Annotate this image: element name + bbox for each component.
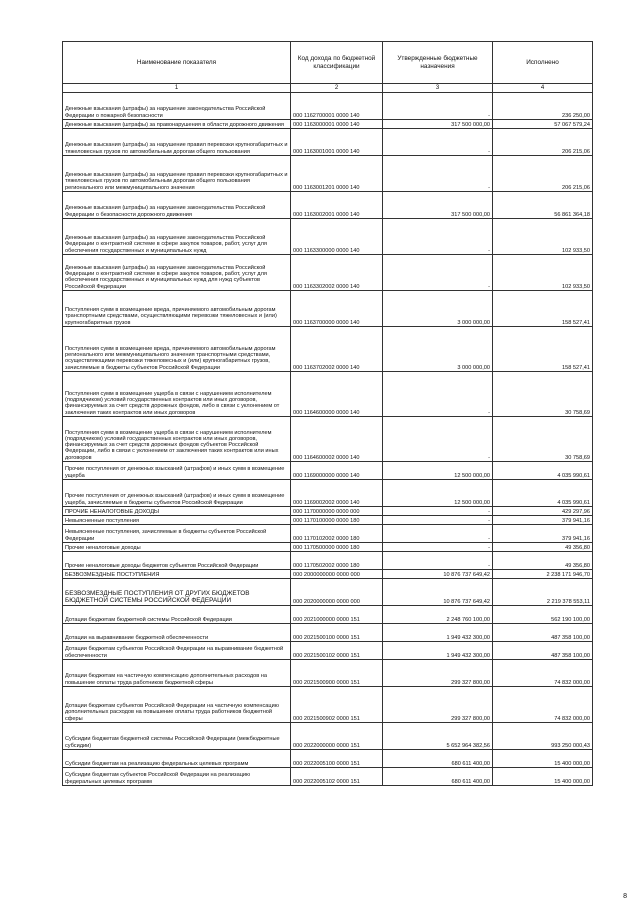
row-name: Субсидии бюджетам бюджетной системы Российской Федерации (межбюджетные субсидии) [63,723,291,750]
row-code: 000 1164600000 0000 140 [291,372,383,417]
row-name: Дотации бюджетам субъектов Российской Федерации на частичную компенсацию дополнительных расходов на повышение оплаты труда работников бюджетной сферы [63,687,291,723]
table-row [63,192,593,219]
row-code: 000 1163302002 0000 140 [291,255,383,291]
table-row [63,480,593,507]
row-approved: - [383,543,493,552]
row-approved: - [383,255,493,291]
table-row [63,417,593,462]
row-executed: 74 832 000,00 [493,687,593,723]
row-executed: 993 250 000,43 [493,723,593,750]
row-name: Поступления сумм в возмещение ущерба в связи с нарушением исполнителем (подрядчиком) условий государственных контрактов или иных договоров, финансируемых за счет средств дорожных фондов, либо в связи с уклонением от заключения таких контрактов или иных договоров [63,372,291,417]
row-code: 000 2021000000 0000 151 [291,606,383,624]
table-row [63,579,593,606]
row-approved: - [383,417,493,462]
row-approved: - [383,93,493,120]
budget-table [62,41,593,786]
table-row [63,372,593,417]
table-row [63,507,593,516]
row-executed: 487 358 100,00 [493,624,593,642]
col-number-4: 4 [493,84,593,93]
table-row [63,750,593,768]
table-row [63,552,593,570]
row-name: Невыясненные поступления, зачисляемые в бюджеты субъектов Российской Федерации [63,525,291,543]
row-code: 000 1164600002 0000 140 [291,417,383,462]
table-row [63,687,593,723]
row-name: Поступления сумм в возмещение вреда, причиняемого автомобильным дорогам транспортными средствами, осуществляющими перевозки тяжеловесных и (или) крупногабаритных грузов [63,291,291,327]
row-name: Дотации на выравнивание бюджетной обеспеченности [63,624,291,642]
table-row [63,93,593,120]
table-row [63,723,593,750]
row-approved: - [383,372,493,417]
row-executed: 379 941,16 [493,525,593,543]
row-approved: 2 248 760 100,00 [383,606,493,624]
row-approved: 12 500 000,00 [383,480,493,507]
row-name: Поступления сумм в возмещение ущерба в связи с нарушением исполнителем (подрядчиком) условий государственных контрактов или иных договоров, финансируемых за счет средств дорожных фондов субъектов Российской Федерации, либо в связи с уклонением от заключения таких контрактов или иных договоров [63,417,291,462]
row-approved: - [383,129,493,156]
row-approved: 299 327 800,00 [383,687,493,723]
row-approved: - [383,516,493,525]
row-code: 000 2020000000 0000 000 [291,579,383,606]
row-name: Денежные взыскания (штрафы) за нарушение правил перевозки крупногабаритных и тяжеловесных грузов по автомобильным дорогам общего пользования [63,129,291,156]
row-code: 000 1162700001 0000 140 [291,93,383,120]
row-executed: 49 356,80 [493,552,593,570]
row-code: 000 1169000000 0000 140 [291,462,383,480]
table-header-row [63,42,593,84]
row-name: Прочие поступления от денежных взысканий (штрафов) и иных сумм в возмещение ущерба, зачисляемые в бюджеты субъектов Российской Федерации [63,480,291,507]
row-executed: 206 215,06 [493,129,593,156]
row-executed: 562 190 100,00 [493,606,593,624]
row-approved: 3 000 000,00 [383,327,493,372]
row-code: 000 1170500000 0000 180 [291,543,383,552]
row-executed: 206 215,06 [493,156,593,192]
row-executed: 4 035 990,61 [493,480,593,507]
table-row [63,768,593,786]
table-row [63,129,593,156]
row-name: ПРОЧИЕ НЕНАЛОГОВЫЕ ДОХОДЫ [63,507,291,516]
row-name: Денежные взыскания (штрафы) за нарушение законодательства Российской Федерации о контрактной системе в сфере закупок товаров, работ, услуг для обеспечения государственных и муниципальных нужд [63,219,291,255]
row-name: БЕЗВОЗМЕЗДНЫЕ ПОСТУПЛЕНИЯ [63,570,291,579]
row-approved: 5 652 964 382,56 [383,723,493,750]
table-row [63,156,593,192]
row-executed: 2 219 378 553,11 [493,579,593,606]
table-row [63,120,593,129]
table-row [63,660,593,687]
row-code: 000 2021500900 0000 151 [291,660,383,687]
row-name: Субсидии бюджетам субъектов Российской Федерации на реализацию федеральных целевых программ [63,768,291,786]
row-code: 000 1163700000 0000 140 [291,291,383,327]
row-code: 000 2021500102 0000 151 [291,642,383,660]
row-approved: 680 611 400,00 [383,750,493,768]
row-name: Субсидии бюджетам на реализацию федеральных целевых программ [63,750,291,768]
row-code: 000 2021500902 0000 151 [291,687,383,723]
row-approved: - [383,525,493,543]
row-code: 000 2022000000 0000 151 [291,723,383,750]
row-name: БЕЗВОЗМЕЗДНЫЕ ПОСТУПЛЕНИЯ ОТ ДРУГИХ БЮДЖЕТОВ БЮДЖЕТНОЙ СИСТЕМЫ РОССИЙСКОЙ ФЕДЕРАЦИИ [63,579,291,606]
row-approved: - [383,507,493,516]
table-row [63,327,593,372]
row-name: Дотации бюджетам на частичную компенсацию дополнительных расходов на повышение оплаты труда работников бюджетной сферы [63,660,291,687]
table-row [63,291,593,327]
col-number-1: 1 [63,84,291,93]
row-executed: 15 400 000,00 [493,768,593,786]
table-row [63,606,593,624]
row-code: 000 1163002001 0000 140 [291,192,383,219]
table-row [63,570,593,579]
row-executed: 49 356,80 [493,543,593,552]
row-name: Невыясненные поступления [63,516,291,525]
row-executed: 487 358 100,00 [493,642,593,660]
row-code: 000 2022005102 0000 151 [291,768,383,786]
row-name: Денежные взыскания (штрафы) за нарушение правил перевозки крупногабаритных и тяжеловесных грузов по автомобильным дорогам общего пользования регионального или межмуниципального значения [63,156,291,192]
column-number-row [63,84,593,93]
row-name: Дотации бюджетам бюджетной системы Российской Федерации [63,606,291,624]
row-code: 000 1163001201 0000 140 [291,156,383,192]
header-code: Код дохода по бюджетной классификации [291,42,383,84]
header-name: Наименование показателя [63,42,291,84]
row-code: 000 1169002002 0000 140 [291,480,383,507]
table-body [63,93,593,786]
row-approved: 10 876 737 649,42 [383,579,493,606]
row-name: Прочие поступления от денежных взысканий (штрафов) и иных сумм в возмещение ущерба [63,462,291,480]
row-code: 000 1163001001 0000 140 [291,129,383,156]
row-approved: 299 327 800,00 [383,660,493,687]
row-code: 000 1163000001 0000 140 [291,120,383,129]
table-row [63,516,593,525]
table-row [63,543,593,552]
col-number-2: 2 [291,84,383,93]
row-executed: 236 250,00 [493,93,593,120]
table-row [63,219,593,255]
row-code: 000 1163702002 0000 140 [291,327,383,372]
header-executed: Исполнено [493,42,593,84]
row-executed: 102 933,50 [493,219,593,255]
row-approved: 1 949 432 300,00 [383,624,493,642]
row-executed: 74 832 000,00 [493,660,593,687]
row-code: 000 2000000000 0000 000 [291,570,383,579]
table-row [63,255,593,291]
row-name: Прочие неналоговые доходы [63,543,291,552]
row-code: 000 1163300000 0000 140 [291,219,383,255]
table-row [63,642,593,660]
table-row [63,525,593,543]
row-name: Прочие неналоговые доходы бюджетов субъектов Российской Федерации [63,552,291,570]
row-code: 000 1170000000 0000 000 [291,507,383,516]
row-executed: 57 067 579,24 [493,120,593,129]
row-code: 000 1170100000 0000 180 [291,516,383,525]
row-approved: 12 500 000,00 [383,462,493,480]
col-number-3: 3 [383,84,493,93]
row-approved: 3 000 000,00 [383,291,493,327]
row-executed: 4 035 990,61 [493,462,593,480]
row-approved: - [383,552,493,570]
row-name: Денежные взыскания (штрафы) за нарушение законодательства Российской Федерации о контрактной системе в сфере закупок товаров, работ, услуг для обеспечения государственных и муниципальных нужд для нужд субъектов Российской Федерации [63,255,291,291]
row-approved: - [383,156,493,192]
header-approved: Утвержденные бюджетные назначения [383,42,493,84]
row-executed: 379 941,16 [493,516,593,525]
row-executed: 158 527,41 [493,291,593,327]
table-row [63,624,593,642]
row-code: 000 1170502002 0000 180 [291,552,383,570]
row-executed: 15 400 000,00 [493,750,593,768]
row-approved: 10 876 737 649,42 [383,570,493,579]
row-name: Поступления сумм в возмещение вреда, причиняемого автомобильным дорогам регионального или межмуниципального значения транспортными средствами, осуществляющими перевозки тяжеловесных и (или) крупногабаритных грузов, зачисляемые в бюджеты субъектов Российской Федерации [63,327,291,372]
row-approved: 1 949 432 300,00 [383,642,493,660]
row-code: 000 1170102002 0000 180 [291,525,383,543]
row-approved: 680 611 400,00 [383,768,493,786]
row-executed: 158 527,41 [493,327,593,372]
row-executed: 30 758,69 [493,372,593,417]
table-row [63,462,593,480]
row-code: 000 2022005100 0000 151 [291,750,383,768]
page-number: 8 [623,893,627,900]
row-executed: 102 933,50 [493,255,593,291]
row-name: Денежные взыскания (штрафы) за нарушение законодательства Российской Федерации о пожарной безопасности [63,93,291,120]
row-executed: 30 758,69 [493,417,593,462]
row-name: Денежные взыскания (штрафы) за правонарушения в области дорожного движения [63,120,291,129]
row-executed: 2 238 171 946,70 [493,570,593,579]
row-name: Денежные взыскания (штрафы) за нарушение законодательства Российской Федерации о безопасности дорожного движения [63,192,291,219]
row-code: 000 2021500100 0000 151 [291,624,383,642]
row-executed: 429 297,96 [493,507,593,516]
row-executed: 56 861 364,18 [493,192,593,219]
row-approved: 317 500 000,00 [383,120,493,129]
row-approved: - [383,219,493,255]
row-name: Дотации бюджетам субъектов Российской Федерации на выравнивание бюджетной обеспеченности [63,642,291,660]
row-approved: 317 500 000,00 [383,192,493,219]
